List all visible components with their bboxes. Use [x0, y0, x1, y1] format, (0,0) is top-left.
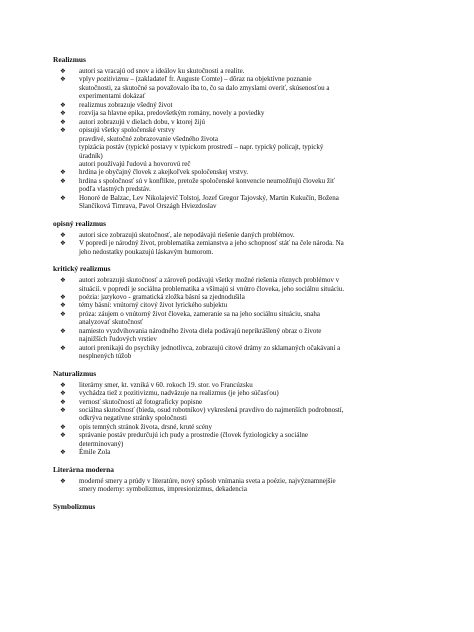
list-item — [53, 431, 434, 448]
diamond-bullet-icon: ❖ — [60, 405, 66, 414]
list-item-text-line: skutočnosti, za skutočné sa považovalo iba to, čo sa dalo zmyslami overiť, skúsenosťou a — [79, 83, 330, 92]
bullet-list — [53, 276, 434, 361]
list-item — [53, 301, 434, 309]
diamond-bullet-icon: ❖ — [60, 126, 66, 135]
list-item-text-line: typizácia postáv (typické postavy v typickom prostredí – napr. typický policajt, typický — [79, 143, 324, 152]
section-heading: opisný realizmus — [53, 218, 107, 228]
diamond-bullet-icon: ❖ — [60, 67, 66, 75]
section-heading: Symbolizmus — [53, 501, 96, 511]
list-item-text-line: autori zobrazujú v dielach dobu, v ktorej žijú — [79, 117, 205, 126]
list-item — [53, 168, 434, 176]
list-item-text-line: vychádza tiež z pozitivizmu, nadväzuje na realizmus (je jeho súčasťou) — [79, 389, 279, 398]
list-item-text-line: opis temných stránok života, drsné, kruté scény — [79, 422, 212, 431]
list-item — [53, 239, 434, 256]
list-item-text-line: pravdivé, skutočné zobrazovanie všedného života — [79, 134, 218, 143]
list-item-text-line: odkrýva negatívne stránky spoločnosti — [79, 414, 187, 423]
list-item-text-line: úradník) — [79, 151, 103, 160]
list-item-text-line: jeho nedostatky poukazujú láskavým humorom. — [79, 247, 214, 256]
list-item-text-line: analyzovať skutočnosť — [79, 318, 144, 327]
diamond-bullet-icon: ❖ — [60, 431, 66, 440]
list-item-text-line: vplyv pozitivizmu – (zakladateľ fr. Auguste Comte) – dôraz na objektívne poznanie — [79, 75, 312, 84]
diamond-bullet-icon: ❖ — [60, 292, 66, 301]
diamond-bullet-icon: ❖ — [60, 230, 66, 239]
diamond-bullet-icon: ❖ — [60, 309, 66, 318]
list-item-text-line: podľa vlastných predstáv. — [79, 185, 151, 194]
list-item — [53, 118, 434, 126]
list-item-text-line: rozvíja sa hlavne epika, predovšetkým romány, novely a poviedky — [79, 109, 265, 118]
list-item — [53, 126, 434, 168]
list-item — [53, 101, 434, 109]
diamond-bullet-icon: ❖ — [60, 109, 66, 118]
list-item-text-line: najnižších ľudových vrstiev — [79, 335, 157, 344]
diamond-bullet-icon: ❖ — [60, 276, 66, 285]
diamond-bullet-icon: ❖ — [60, 117, 66, 126]
list-item — [53, 381, 434, 389]
document-body — [53, 55, 434, 511]
bullet-list — [53, 381, 434, 457]
list-item — [53, 389, 434, 397]
diamond-bullet-icon: ❖ — [60, 397, 66, 406]
list-item-text-line: Honoré de Balzac, Lev Nikolajevič Tolstoj, Jozef Gregor Tajovský, Martin Kukučín, Božena — [79, 193, 339, 202]
diamond-bullet-icon: ❖ — [60, 476, 66, 485]
list-item — [53, 398, 434, 406]
list-item-text-line: namiesto vyzdvihovania národného života diela podávajú neprikrášlený obraz o živote — [79, 326, 322, 335]
section-heading: Naturalizmus — [53, 368, 97, 378]
list-item-text-line: opisujú všetky spoločenské vrstvy — [79, 126, 175, 135]
list-item-text-line: próza: záujem o vnútorný život človeka, zameranie sa na jeho sociálnu situáciu, snaha — [79, 309, 321, 318]
list-item-text-line: témy básní: vnútorný citový život lyrického subjektu — [79, 301, 228, 310]
list-item-text-line: autori používajú ľudovú a hovorovú reč — [79, 159, 191, 168]
list-item-text-line: determinovaný) — [79, 439, 124, 448]
list-item-text-line: realizmus zobrazuje všedný život — [79, 100, 173, 109]
list-item — [53, 67, 434, 75]
list-item — [53, 231, 434, 239]
list-item-text-line: autori sa vracajú od snov a ideálov ku skutočnosti a realite. — [79, 67, 245, 75]
list-item-text-line: Slančíková Timrava, Pavol Országh Hviezdoslav — [79, 202, 217, 211]
list-item — [53, 194, 434, 211]
list-item — [53, 448, 434, 456]
list-item-text-line: moderné smery a prúdy v literatúre, nový spôsob vnímania sveta a poézie, najvýznamnejšie — [79, 476, 336, 485]
diamond-bullet-icon: ❖ — [60, 389, 66, 398]
list-item-text-line: nesplnených túžob — [79, 352, 132, 361]
list-item-text-line: autori prenikajú do psychiky jednotlivca, zobrazujú citové drámy zo sklamaných očakávaní a — [79, 343, 341, 352]
section-heading: Realizmus — [53, 55, 86, 64]
section-heading: kritický realizmus — [53, 264, 111, 274]
list-item — [53, 75, 434, 100]
diamond-bullet-icon: ❖ — [60, 176, 66, 185]
diamond-bullet-icon: ❖ — [60, 100, 66, 109]
list-item — [53, 327, 434, 344]
list-item — [53, 177, 434, 194]
list-item — [53, 293, 434, 301]
diamond-bullet-icon: ❖ — [60, 239, 66, 248]
diamond-bullet-icon: ❖ — [60, 75, 66, 84]
list-item-text-line: hrdina s spoločnosť sú v konflikte, pretože spoločenské konvencie neumožňujú človeku žiť — [79, 176, 335, 185]
list-item-text-line: experimentami dokázať — [79, 92, 146, 101]
list-item-text-line: autori sice zobrazujú skutočnosť, ale nepodávajú riešenie daných problémov. — [79, 230, 295, 239]
list-item-text-line: Émile Zola — [79, 448, 111, 457]
list-item — [53, 344, 434, 361]
list-item-text-line: hrdina je obyčajný človek z akejkoľvek spoločenskej vrstvy. — [79, 168, 249, 177]
diamond-bullet-icon: ❖ — [60, 422, 66, 431]
list-item — [53, 310, 434, 327]
list-item-text-line: literárny smer, kt. vzniká v 60. rokoch 19. stor. vo Francúzsku — [79, 380, 253, 389]
list-item-text-line: autori zobrazujú skutočnosť a zároveň podávajú všetky možné riešenia rôznych problémov v — [79, 276, 340, 285]
diamond-bullet-icon: ❖ — [60, 448, 66, 457]
diamond-bullet-icon: ❖ — [60, 380, 66, 389]
diamond-bullet-icon: ❖ — [60, 326, 66, 335]
diamond-bullet-icon: ❖ — [60, 301, 66, 310]
diamond-bullet-icon: ❖ — [60, 343, 66, 352]
list-item-text-line: správanie postáv predurčujú ich pudy a prostredie (človek fyziologicky a sociálne — [79, 431, 308, 440]
bullet-list — [53, 67, 434, 211]
list-item-text-line: poézia: jazykovo - gramatická zložka básní sa zjednodušila — [79, 292, 245, 301]
diamond-bullet-icon: ❖ — [60, 193, 66, 202]
list-item-text-line: vernosť skutočnosti až fotograficky popisne — [79, 397, 203, 406]
list-item-text-line: V popredí je národný život, problematika zemianstva a jeho schopnosť stáť na čele národa. Na — [79, 239, 344, 248]
list-item — [53, 477, 434, 494]
section-heading: Literárna moderna — [53, 464, 114, 474]
diamond-bullet-icon: ❖ — [60, 168, 66, 177]
bullet-list — [53, 477, 434, 494]
bullet-list — [53, 231, 434, 256]
list-item-text-line: situácií. v popredí je sociálna problematika a všímajú si vnútro človeka, jeho sociálnu situáciu. — [79, 284, 345, 293]
list-item — [53, 109, 434, 117]
list-item-text-line: sociálna skutočnosť (bieda, osud robotníkov) vykreslená pravdivo do najmenších podrobností, — [79, 405, 344, 414]
list-item — [53, 406, 434, 423]
list-item-text-line: smery moderny: symbolizmus, impresionizmus, dekadencia — [79, 485, 247, 494]
list-item — [53, 423, 434, 431]
list-item — [53, 276, 434, 293]
